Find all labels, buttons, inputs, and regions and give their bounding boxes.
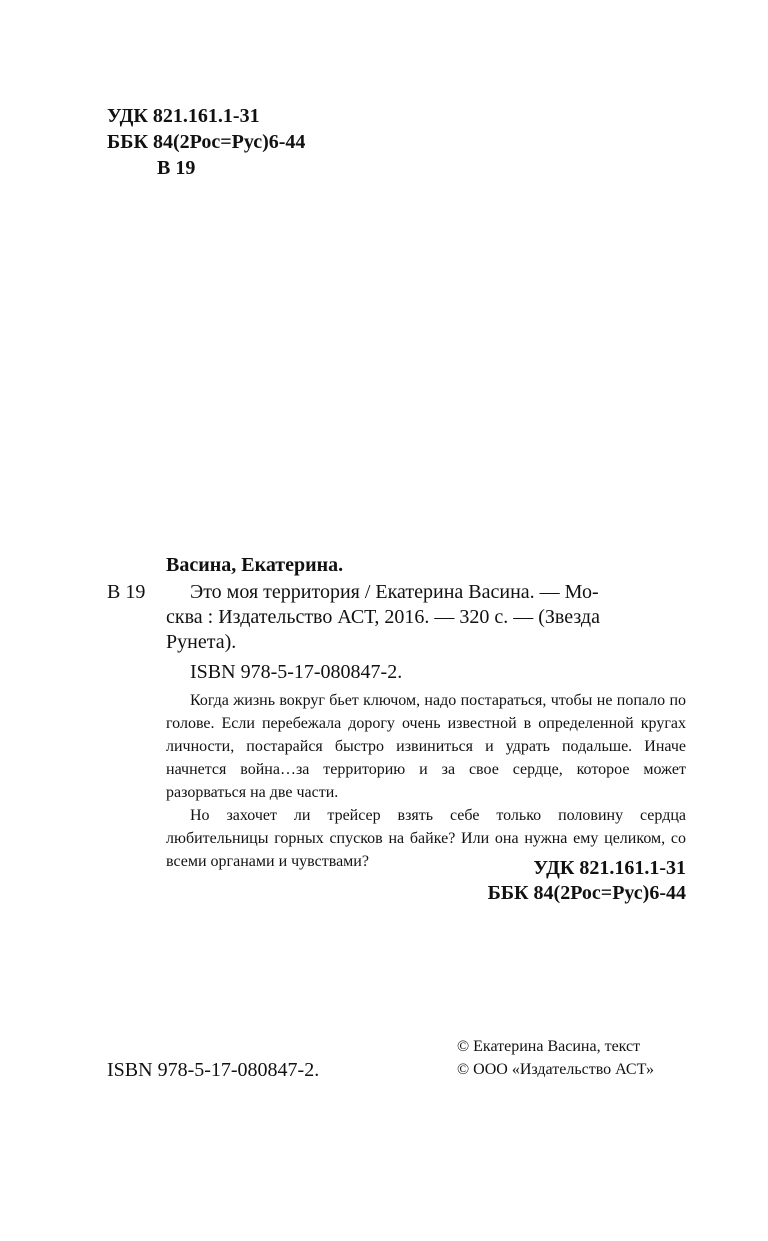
bbk-code-top: ББК 84(2Рос=Рус)6-44 xyxy=(107,131,306,153)
copyright-publisher: © ООО «Издательство АСТ» xyxy=(457,1061,654,1078)
author-heading: Васина, Екатерина. xyxy=(166,554,344,576)
isbn-card: ISBN 978-5-17-080847-2. xyxy=(190,661,403,683)
udk-code-top: УДК 821.161.1-31 xyxy=(107,105,260,127)
author-sign-card: В 19 xyxy=(107,581,146,603)
annotation-paragraph-1: Когда жизнь вокруг бьет ключом, надо постараться, чтобы не попало по голове. Если перебежала дорогу очень известной в определенной кругах личности, постарайся быстро извиниться и удрать подальше. Иначе начнется война…за территорию и за свое сердце, которое может разорваться на две части. xyxy=(166,692,686,801)
copyright-author: © Екатерина Васина, текст xyxy=(457,1038,641,1055)
author-sign-top: В 19 xyxy=(157,157,196,179)
annotation-paragraph-2: Но захочет ли трейсер взять себе только половину сердца любительницы горных спусков на байке? Или она нужна ему целиком, со всеми органами и чувствами? xyxy=(166,807,686,870)
bbk-code-card: ББК 84(2Рос=Рус)6-44 xyxy=(487,882,686,904)
isbn-footer: ISBN 978-5-17-080847-2. xyxy=(107,1059,320,1081)
bibliographic-line-1: Это моя территория / Екатерина Васина. — Мо- xyxy=(190,581,599,603)
bibliographic-line-3: Рунета). xyxy=(166,631,237,653)
udk-code-card: УДК 821.161.1-31 xyxy=(533,857,686,879)
bibliographic-line-2: сква : Издательство АСТ, 2016. — 320 с. — (Звезда xyxy=(166,606,600,628)
